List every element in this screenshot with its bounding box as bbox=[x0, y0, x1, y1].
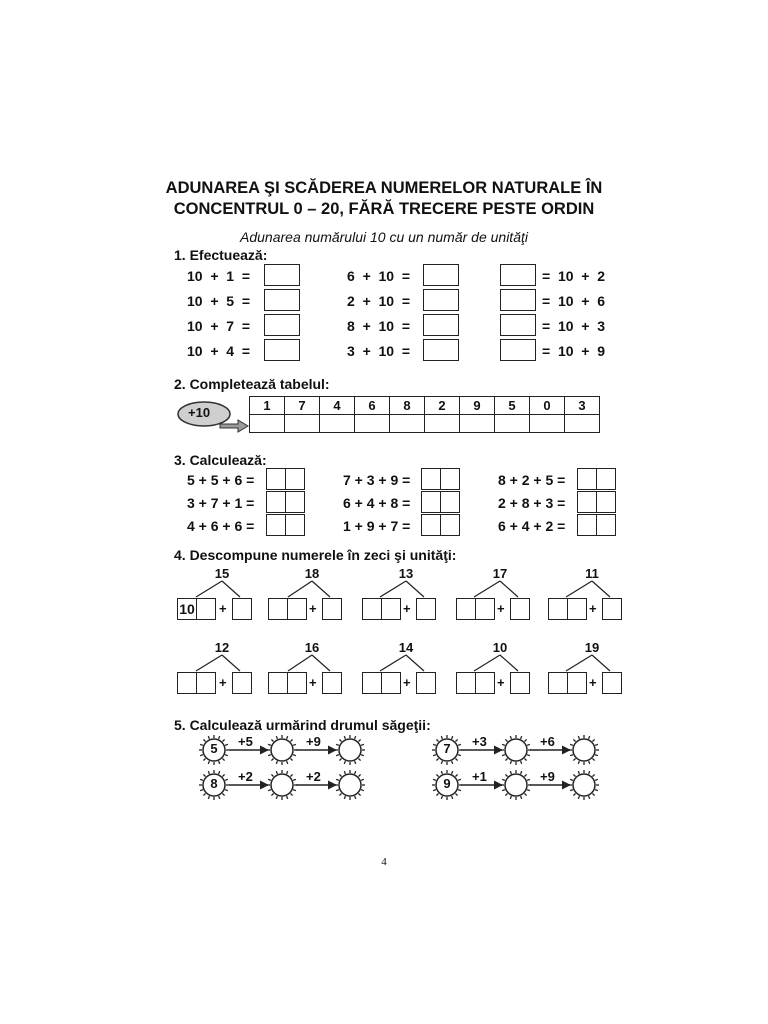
plus-sign: + bbox=[497, 601, 505, 616]
equation: = 10 + 6 bbox=[542, 293, 606, 309]
equation: = 10 + 3 bbox=[542, 318, 606, 334]
table-cell: 1 bbox=[250, 397, 285, 415]
chain-start: 9 bbox=[443, 776, 451, 791]
plus-sign: + bbox=[309, 601, 317, 616]
target-number: 18 bbox=[304, 566, 320, 581]
equation: 1 + 9 + 7 = bbox=[343, 518, 411, 534]
plus-sign: + bbox=[589, 601, 597, 616]
table-cell: 6 bbox=[355, 397, 390, 415]
equation: 8 + 10 = bbox=[347, 318, 411, 334]
plus-sign: + bbox=[497, 675, 505, 690]
section-5-label: 5. Calculează urmărind drumul săgeţii: bbox=[174, 717, 431, 733]
target-number: 19 bbox=[584, 640, 600, 655]
target-number: 17 bbox=[492, 566, 508, 581]
section-1-label: 1. Efectuează: bbox=[174, 247, 268, 263]
equation: 6 + 4 + 2 = bbox=[498, 518, 566, 534]
equation: 10 + 4 = bbox=[187, 343, 251, 359]
page-number: 4 bbox=[381, 856, 387, 868]
equation: 10 + 7 = bbox=[187, 318, 251, 334]
equation: 2 + 8 + 3 = bbox=[498, 495, 566, 511]
chain-op: +6 bbox=[540, 734, 555, 749]
chain-op: +9 bbox=[306, 734, 321, 749]
table-cell: 2 bbox=[425, 397, 460, 415]
equation: 10 + 5 = bbox=[187, 293, 251, 309]
table-cell: 4 bbox=[320, 397, 355, 415]
equation: 2 + 10 = bbox=[347, 293, 411, 309]
page-subtitle: Adunarea numărului 10 cu un număr de unităţi bbox=[240, 229, 528, 245]
chain-op: +5 bbox=[238, 734, 253, 749]
target-number: 14 bbox=[398, 640, 414, 655]
table-cell: 0 bbox=[530, 397, 565, 415]
table-cell: 9 bbox=[460, 397, 495, 415]
chain-start: 7 bbox=[443, 741, 451, 756]
chain-op: +9 bbox=[540, 769, 555, 784]
plus-sign: + bbox=[219, 675, 227, 690]
target-number: 13 bbox=[398, 566, 414, 581]
equation: 4 + 6 + 6 = bbox=[187, 518, 255, 534]
tens-box[interactable]: 10 bbox=[177, 598, 214, 620]
equation: 10 + 1 = bbox=[187, 268, 251, 284]
table-cell: 8 bbox=[390, 397, 425, 415]
page-title-line-2: CONCENTRUL 0 – 20, FĂRĂ TRECERE PESTE ORDIN bbox=[173, 200, 595, 218]
chain-op: +1 bbox=[472, 769, 487, 784]
plus-sign: + bbox=[309, 675, 317, 690]
plus-sign: + bbox=[589, 675, 597, 690]
page-title-line-1: ADUNAREA ŞI SCĂDEREA NUMERELOR NATURALE ÎN bbox=[165, 179, 603, 197]
plus-sign: + bbox=[403, 601, 411, 616]
target-number: 10 bbox=[492, 640, 508, 655]
table-cell: 7 bbox=[285, 397, 320, 415]
equation: 3 + 10 = bbox=[347, 343, 411, 359]
chain-start: 8 bbox=[210, 776, 218, 791]
equation: 3 + 7 + 1 = bbox=[187, 495, 255, 511]
section-3-label: 3. Calculează: bbox=[174, 452, 267, 468]
section-4-label: 4. Descompune numerele în zeci şi unităţi: bbox=[174, 547, 457, 563]
plus-sign: + bbox=[219, 601, 227, 616]
chain-op: +3 bbox=[472, 734, 487, 749]
equation: = 10 + 2 bbox=[542, 268, 606, 284]
chain-op: +2 bbox=[306, 769, 321, 784]
chain-op: +2 bbox=[238, 769, 253, 784]
table-cell: 5 bbox=[495, 397, 530, 415]
equation: 7 + 3 + 9 = bbox=[343, 472, 411, 488]
target-number: 16 bbox=[304, 640, 320, 655]
equation: 6 + 4 + 8 = bbox=[343, 495, 411, 511]
target-number: 15 bbox=[214, 566, 230, 581]
table-cell: 3 bbox=[565, 397, 600, 415]
chain-start: 5 bbox=[210, 741, 218, 756]
equation: 8 + 2 + 5 = bbox=[498, 472, 566, 488]
equation: = 10 + 9 bbox=[542, 343, 606, 359]
target-number: 12 bbox=[214, 640, 230, 655]
operator-label: +10 bbox=[188, 405, 211, 420]
target-number: 11 bbox=[585, 566, 599, 581]
equation: 6 + 10 = bbox=[347, 268, 411, 284]
plus-sign: + bbox=[403, 675, 411, 690]
section-2-label: 2. Completează tabelul: bbox=[174, 376, 330, 392]
equation: 5 + 5 + 6 = bbox=[187, 472, 255, 488]
